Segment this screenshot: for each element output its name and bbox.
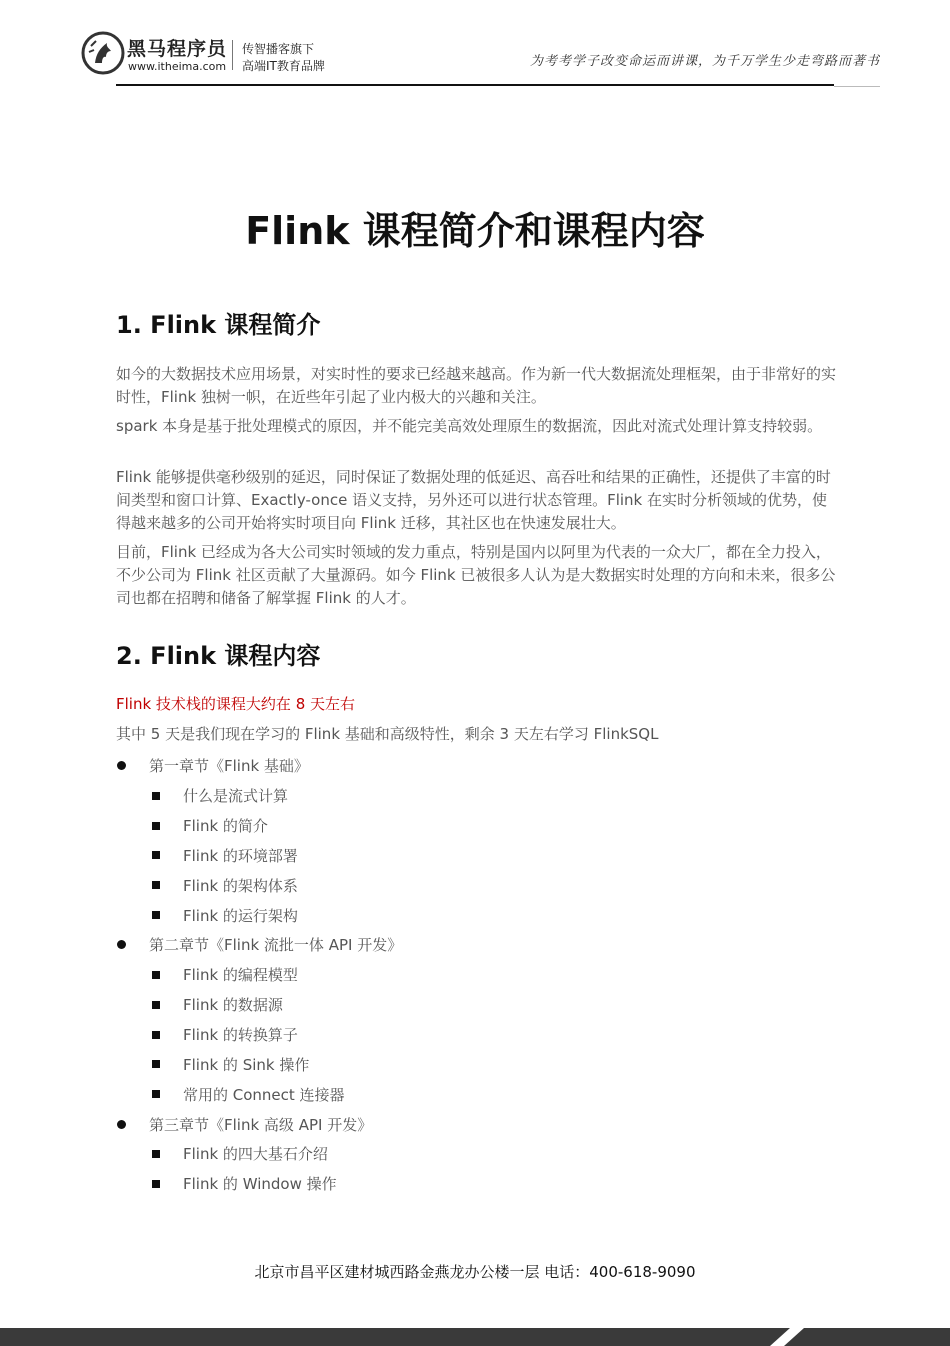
course-duration-note: Flink 技术栈的课程大约在 8 天左右 [116, 695, 356, 713]
chapter-title: 第三章节《Flink 高级 API 开发》 [149, 1115, 373, 1134]
square-bullet-icon [152, 1001, 160, 1009]
topic-label: Flink 的简介 [183, 817, 268, 836]
list-item [0, 841, 950, 871]
round-bullet-icon [117, 761, 126, 770]
square-bullet-icon [152, 1180, 160, 1188]
section-1-paragraph-4: 目前，Flink 已经成为各大公司实时领域的发力重点，特别是国内以阿里为代表的一众大厂，都在全力投入，不少公司为 Flink 社区贡献了大量源码。如今 Flink 已被很多人认为是大数据实时处理的方向和未来，很多公司也都在招聘和储备了解掌握 Flink 的人才。 [116, 543, 836, 607]
page-header [0, 0, 950, 90]
list-item [0, 990, 950, 1020]
brand-tagline-2: 高端IT教育品牌 [242, 59, 325, 73]
topic-label: Flink 的编程模型 [183, 966, 298, 985]
section-1-heading: 1. Flink 课程简介 [116, 311, 321, 339]
topic-label: Flink 的转换算子 [183, 1026, 298, 1045]
topic-label: 什么是流式计算 [183, 787, 289, 806]
chapter-title: 第二章节《Flink 流批一体 API 开发》 [149, 936, 403, 955]
topic-label: Flink 的 Window 操作 [183, 1175, 337, 1194]
brand-divider [232, 40, 233, 70]
topic-label: Flink 的架构体系 [183, 876, 298, 895]
topic-label: Flink 的 Sink 操作 [183, 1055, 310, 1074]
section-2-heading: 2. Flink 课程内容 [116, 642, 321, 670]
brand-tagline-1: 传智播客旗下 [242, 42, 315, 56]
chapter-title: 第一章节《Flink 基础》 [149, 757, 309, 776]
list-item [0, 1139, 950, 1169]
list-item [0, 1169, 950, 1199]
square-bullet-icon [152, 1150, 160, 1158]
chapter-item [0, 930, 950, 960]
square-bullet-icon [152, 1060, 160, 1068]
footer-address: 北京市昌平区建材城西路金燕龙办公楼一层 电话：400-618-9090 [254, 1263, 696, 1281]
round-bullet-icon [117, 1120, 126, 1129]
section-1-paragraph-2: spark 本身是基于批处理模式的原因，并不能完美高效处理原生的数据流，因此对流式处理计算支持较弱。 [116, 417, 823, 435]
section-1-paragraph-3: Flink 能够提供毫秒级别的延迟，同时保证了数据处理的低延迟、高吞吐和结果的正确性，还提供了丰富的时间类型和窗口计算、Exactly-once 语义支持，另外还可以进行状态管理。Flink 在实时分析领域的优势，使得越来越多的公司开始将实时项目向 Flink 迁移，其社区也在快速发展壮大。 [116, 468, 831, 532]
list-item [0, 870, 950, 900]
round-bullet-icon [117, 940, 126, 949]
square-bullet-icon [152, 822, 160, 830]
list-item [0, 960, 950, 990]
brand-url: www.itheima.com [128, 60, 227, 73]
square-bullet-icon [152, 851, 160, 859]
brand-name: 黑马程序员 [127, 38, 228, 60]
square-bullet-icon [152, 971, 160, 979]
list-item [0, 1020, 950, 1050]
document-title: Flink 课程简介和课程内容 [245, 209, 705, 253]
header-slogan: 为考考学子改变命运而讲课，为千万学生少走弯路而著书 [529, 54, 880, 69]
chapter-item [0, 751, 950, 781]
list-item [0, 900, 950, 930]
chapter-item [0, 1109, 950, 1139]
square-bullet-icon [152, 881, 160, 889]
footer-bar [0, 1328, 950, 1346]
topic-label: Flink 的环境部署 [183, 846, 298, 865]
list-item [0, 781, 950, 811]
header-rule [116, 84, 834, 86]
chapter-list [0, 751, 950, 1199]
course-intro: 其中 5 天是我们现在学习的 Flink 基础和高级特性，剩余 3 天左右学习 FlinkSQL [116, 725, 659, 743]
topic-label: Flink 的运行架构 [183, 906, 298, 925]
square-bullet-icon [152, 911, 160, 919]
topic-label: Flink 的数据源 [183, 996, 283, 1015]
topic-label: Flink 的四大基石介绍 [183, 1145, 328, 1164]
list-item [0, 1079, 950, 1109]
topic-label: 常用的 Connect 连接器 [183, 1085, 345, 1104]
list-item [0, 811, 950, 841]
header-rule-thin [834, 86, 880, 87]
horse-logo-icon [80, 30, 126, 76]
section-1-paragraph-1: 如今的大数据技术应用场景，对实时性的要求已经越来越高。作为新一代大数据流处理框架，由于非常好的实时性，Flink 独树一帜，在近些年引起了业内极大的兴趣和关注。 [116, 365, 837, 406]
square-bullet-icon [152, 1090, 160, 1098]
list-item [0, 1049, 950, 1079]
square-bullet-icon [152, 792, 160, 800]
square-bullet-icon [152, 1031, 160, 1039]
